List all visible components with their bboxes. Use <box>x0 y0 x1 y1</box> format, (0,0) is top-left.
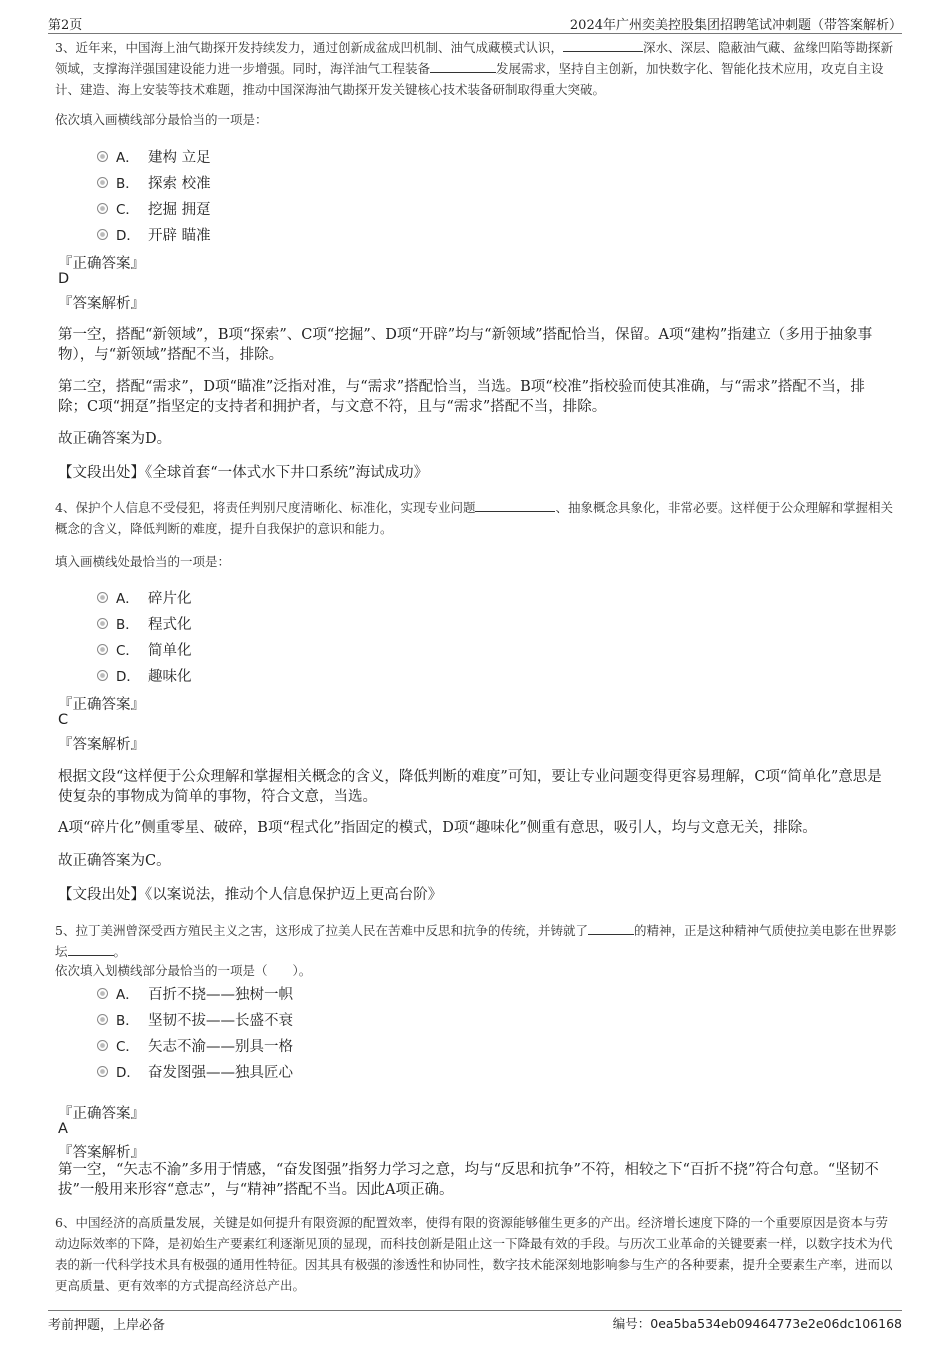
q4-option-d[interactable] <box>97 664 192 686</box>
q5-analysis-label: 『答案解析』 <box>58 1145 145 1161</box>
radio-icon[interactable] <box>97 1014 108 1025</box>
radio-icon[interactable] <box>97 988 108 999</box>
option-letter: C． <box>116 202 139 218</box>
q4-option-a[interactable] <box>97 586 192 608</box>
radio-icon[interactable] <box>97 618 108 629</box>
radio-icon[interactable] <box>97 1040 108 1051</box>
q4-analysis-label: 『答案解析』 <box>58 737 145 753</box>
q3-text-part-a: 3、近年来，中国海上油气勘探开发持续发力，通过创新成盆成凹机制、油气成藏模式认识， <box>55 40 563 55</box>
q3-text-part-b: 深水、深层、隐蔽油气藏、盆缘凹陷等勘探新领域，支撑海洋强国建设能力进一步增强。同时，海洋油气工程装备 <box>55 40 893 76</box>
option-text: 简单化 <box>148 642 192 659</box>
radio-icon[interactable] <box>97 229 108 240</box>
option-letter: B． <box>116 617 139 633</box>
question-5-text <box>55 920 900 962</box>
q3-analysis-label: 『答案解析』 <box>58 296 145 312</box>
q3-text-part-c: 发展需求，坚持自主创新，加快数字化、智能化技术应用，攻克自主设计、建造、海上安装等技术难题，推动中国深海油气勘探开发关键核心技术装备研制取得重大突破。 <box>55 61 884 97</box>
q3-blank-1 <box>563 39 643 52</box>
q4-option-b[interactable] <box>97 612 192 634</box>
q5-text-part-c: 。 <box>113 944 127 959</box>
q5-text-part-a: 5、拉丁美洲曾深受西方殖民主义之害，这形成了拉美人民在苦难中反思和抗争的传统，并铸就了 <box>55 923 588 938</box>
question-3-text <box>55 37 900 100</box>
radio-icon[interactable] <box>97 177 108 188</box>
option-text: 挖掘 拥趸 <box>148 201 211 218</box>
footer-slogan: 考前押题，上岸必备 <box>48 1318 166 1333</box>
q4-analysis-3: 故正确答案为C。 <box>58 853 171 869</box>
radio-icon[interactable] <box>97 151 108 162</box>
option-text: 趣味化 <box>148 668 192 685</box>
header-divider <box>48 33 902 34</box>
option-letter: D． <box>116 228 140 244</box>
option-text: 探索 校准 <box>148 175 211 192</box>
q4-answer-label: 『正确答案』 <box>58 697 145 713</box>
q5-blank-1 <box>588 922 634 935</box>
q5-option-a[interactable] <box>97 982 293 1004</box>
q4-option-c[interactable] <box>97 638 192 660</box>
radio-icon[interactable] <box>97 644 108 655</box>
q3-option-c[interactable] <box>97 197 211 219</box>
q3-analysis-1: 第一空，搭配“新领域”，B项“探索”、C项“挖掘”、D项“开辟”均与“新领域”搭配恰当，保留。A项“建构”指建立（多用于抽象事物），与“新领域”搭配不当，排除。 <box>58 327 873 363</box>
option-letter: C． <box>116 643 139 659</box>
q5-text-part-b: 的精神，正是这种精神气质使拉美电影在世界影坛 <box>55 923 897 959</box>
q5-answer-label: 『正确答案』 <box>58 1106 145 1122</box>
page-number: 第2页 <box>48 18 83 33</box>
q4-answer: C <box>58 712 69 728</box>
q4-analysis-1: 根据文段“这样便于公众理解和掌握相关概念的含义，降低判断的难度”可知，要让专业问题变得更容易理解，C项“简单化”意思是使复杂的事物成为简单的事物，符合文意，当选。 <box>58 769 882 805</box>
q3-analysis-3: 故正确答案为D。 <box>58 431 172 447</box>
option-text: 开辟 瞄准 <box>148 227 211 244</box>
option-text: 程式化 <box>148 616 192 633</box>
q4-prompt: 填入画横线处最恰当的一项是： <box>55 554 231 569</box>
q4-blank <box>475 499 555 512</box>
option-text: 碎片化 <box>148 590 192 607</box>
option-letter: A． <box>116 591 139 607</box>
option-text: 奋发图强——独具匠心 <box>148 1064 293 1081</box>
q3-answer-label: 『正确答案』 <box>58 256 145 272</box>
q5-answer: A <box>58 1121 68 1137</box>
q4-text-part-b: 、抽象概念具象化，非常必要。这样便于公众理解和掌握相关概念的含义，降低判断的难度，提升自我保护的意识和能力。 <box>55 500 893 536</box>
q3-option-d[interactable] <box>97 223 211 245</box>
option-letter: B． <box>116 176 139 192</box>
radio-icon[interactable] <box>97 670 108 681</box>
q3-source: 【文段出处】《全球首套“一体式水下井口系统”海试成功》 <box>58 465 429 481</box>
q4-source: 【文段出处】《以案说法，推动个人信息保护迈上更高台阶》 <box>58 887 443 903</box>
radio-icon[interactable] <box>97 1066 108 1077</box>
q5-blank-2 <box>68 943 114 956</box>
option-letter: C． <box>116 1039 139 1055</box>
question-4-text <box>55 497 900 539</box>
option-letter: A． <box>116 150 139 166</box>
footer-divider <box>48 1310 902 1311</box>
q3-blank-2 <box>430 60 496 73</box>
option-text: 坚韧不拔——长盛不衰 <box>148 1012 293 1029</box>
option-letter: A． <box>116 987 139 1003</box>
q5-prompt: 依次填入划横线部分最恰当的一项是（ ）。 <box>55 963 312 978</box>
q5-option-d[interactable] <box>97 1060 293 1082</box>
q3-prompt: 依次填入画横线部分最恰当的一项是： <box>55 112 268 127</box>
q3-option-b[interactable] <box>97 171 211 193</box>
document-id: 编号：0ea5ba534eb09464773e2e06dc106168 <box>612 1316 902 1331</box>
question-6-text: 6、中国经济的高质量发展，关键是如何提升有限资源的配置效率，使得有限的资源能够催生更多的产出。经济增长速度下降的一个重要原因是资本与劳动边际效率的下降，是初始生产要素红利逐渐见顶的显现，而科技创新是阻止这一下降最有效的手段。与历次工业革命的关键要素一样，以数字技术为代表的新一代科学技术具有极强的通用性特征。因其具有极强的渗透性和协同性，数字技术能深刻地影响参与生产的各种要素，提升全要素生产率，进而以更高质量、更有效率的方式提高经济总产出。 <box>55 1215 893 1293</box>
radio-icon[interactable] <box>97 592 108 603</box>
q5-option-b[interactable] <box>97 1008 293 1030</box>
q4-text-part-a: 4、保护个人信息不受侵犯，将责任判别尺度清晰化、标准化，实现专业问题 <box>55 500 476 515</box>
option-text: 矢志不渝——别具一格 <box>148 1038 293 1055</box>
option-text: 建构 立足 <box>148 149 211 166</box>
option-text: 百折不挠——独树一帜 <box>148 986 293 1003</box>
q3-answer: D <box>58 271 70 287</box>
radio-icon[interactable] <box>97 203 108 214</box>
q5-analysis-1: 第一空，“矢志不渝”多用于情感，“奋发图强”指努力学习之意，均与“反思和抗争”不符，相较之下“百折不挠”符合句意。“坚韧不拔”一般用来形容“意志”，与“精神”搭配不当。因此A项正确。 <box>58 1162 879 1198</box>
option-letter: D． <box>116 1065 140 1081</box>
q3-analysis-2: 第二空，搭配“需求”，D项“瞄准”泛指对准，与“需求”搭配恰当，当选。B项“校准”指校验而使其准确，与“需求”搭配不当，排除；C项“拥趸”指坚定的支持者和拥护者，与文意不符，且与“需求”搭配不当，排除。 <box>58 379 865 415</box>
q5-option-c[interactable] <box>97 1034 293 1056</box>
option-letter: D． <box>116 669 140 685</box>
document-title: 2024年广州奕美控股集团招聘笔试冲刺题（带答案解析） <box>569 18 902 33</box>
q4-analysis-2: A项“碎片化”侧重零星、破碎，B项“程式化”指固定的模式，D项“趣味化”侧重有意思，吸引人，均与文意无关，排除。 <box>58 820 817 836</box>
option-letter: B． <box>116 1013 139 1029</box>
q3-option-a[interactable] <box>97 145 211 167</box>
